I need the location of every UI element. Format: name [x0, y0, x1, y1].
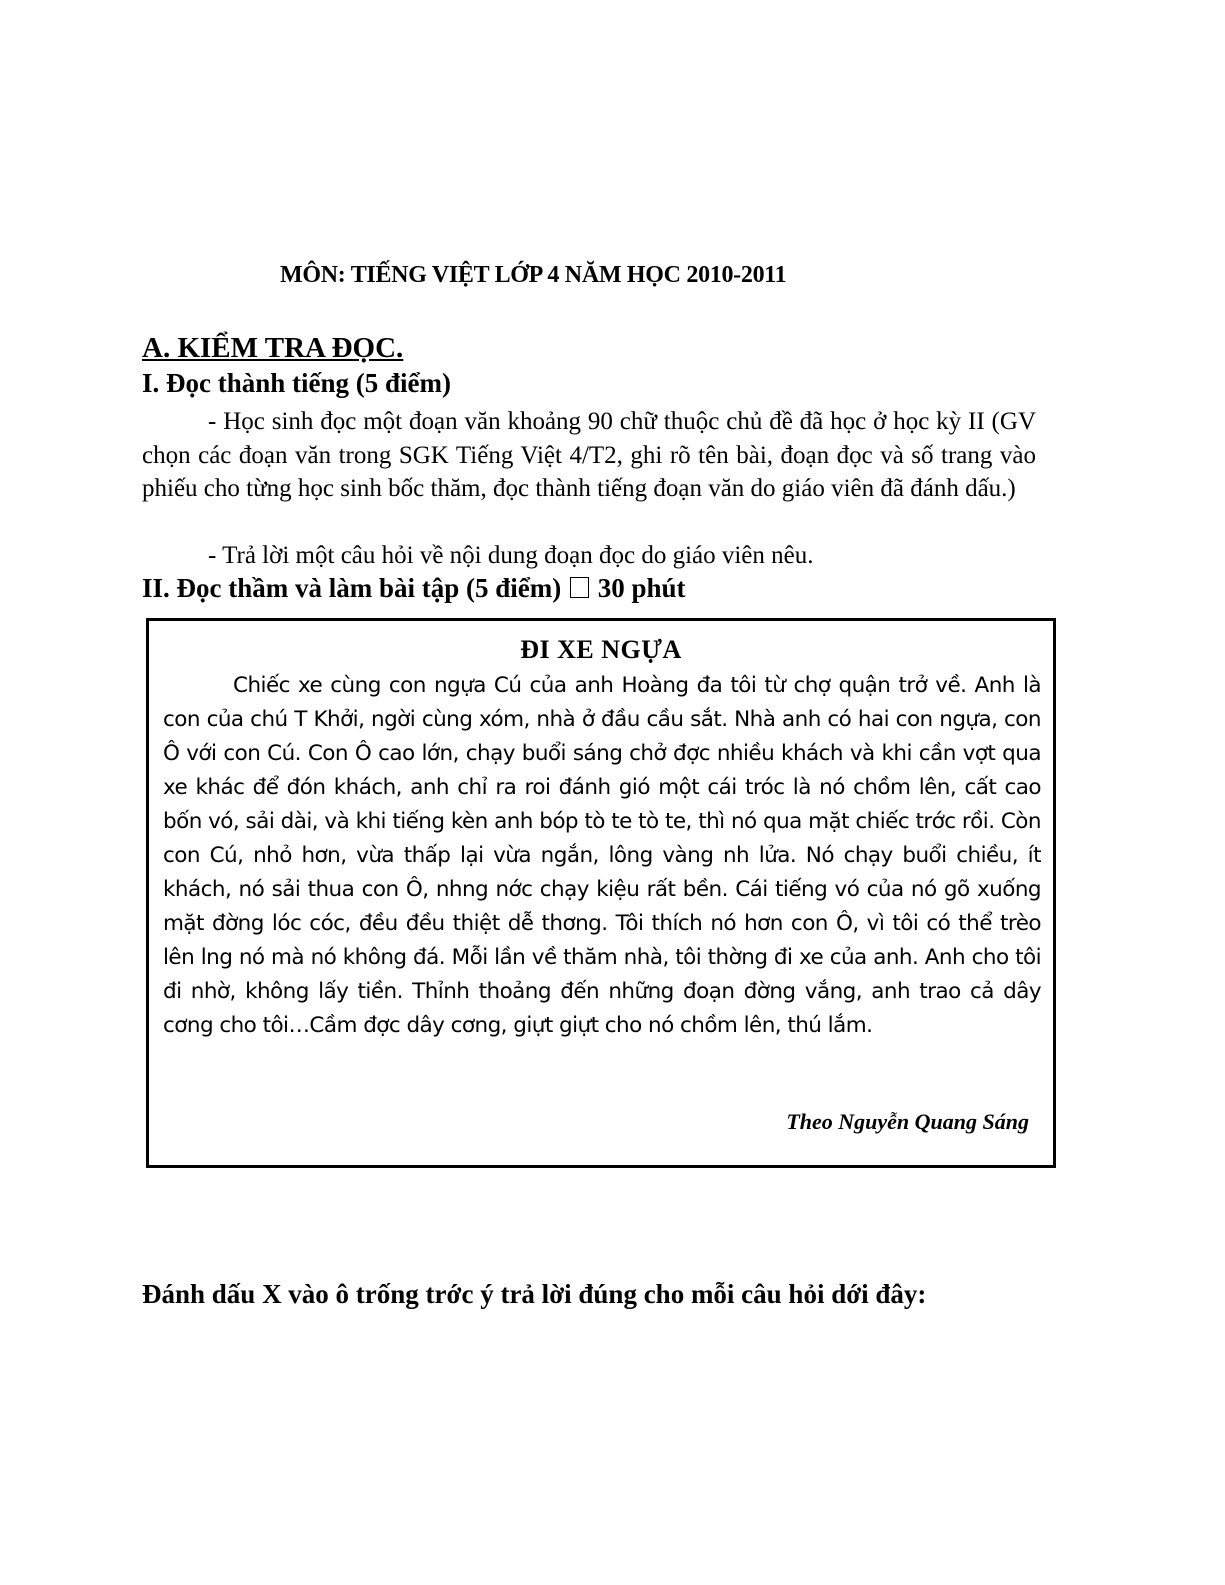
section-ii-duration: 30 phút — [597, 573, 686, 603]
story-frame — [146, 618, 1056, 1168]
story-body: Chiếc xe cùng con ngựa Cú của anh Hoàng đa tôi từ chợ quận trở về. Anh là con của chú T Khởi, ngời cùng xóm, nhà ở đầu cầu sắt. Nhà anh có hai con ngựa, con Ô với con Cú. Con Ô cao lớn, chạy buổi sáng chở đợc nhiều khách và khi cần vợt qua xe khác để đón khách, anh chỉ ra roi đánh gió một cái tróc là nó chồm lên, cất cao bốn vó, sải dài, và khi tiếng kèn anh bóp tò te tò te, thì nó qua mặt chiếc trớc rồi. Còn con Cú, nhỏ hơn, vừa thấp lại vừa ngắn, lông vàng nh lửa. Nó chạy buổi chiều, ít khách, nó sải thua con Ô, nhng nớc chạy kiệu rất bền. Cái tiếng vó của nó gõ xuống mặt đờng lóc cóc, đều đều thiệt dễ thơng. Tôi thích nó hơn con Ô, vì tôi có thể trèo lên lng nó mà nó không đá. Mỗi lần về thăm nhà, tôi thờng đi xe của anh. Anh cho tôi đi nhờ, không lấy tiền. Thỉnh thoảng đến những đoạn đờng vắng, anh trao cả dây cơng cho tôi…Cầm đợc dây cơng, giựt giựt cho nó chồm lên, thú lắm. — [163, 673, 1041, 1038]
page-title: MÔN: TIẾNG VIỆT LỚP 4 NĂM HỌC 2010-2011 — [280, 262, 787, 288]
answer-question-instruction: - Trả lời một câu hỏi về nội dung đoạn đọc do giáo viên nêu. — [208, 542, 814, 569]
story-title: ĐI XE NGỰA — [520, 635, 682, 664]
section-i-heading: I. Đọc thành tiếng (5 điểm) — [142, 368, 451, 398]
question-instruction: Đánh dấu X vào ô trống trớc ý trả lời đúng cho mỗi câu hỏi dới đây: — [142, 1279, 927, 1309]
section-ii-heading — [142, 573, 686, 604]
story-source: Theo Nguyễn Quang Sáng — [786, 1109, 1029, 1134]
empty-box-icon — [570, 577, 589, 598]
reading-aloud-instruction: - Học sinh đọc một đoạn văn khoảng 90 chữ thuộc chủ đề đã học ở học kỳ II (GV chọn các đoạn văn trong SGK Tiếng Việt 4/T2, ghi rõ tên bài, đoạn đọc và số trang vào phiếu cho từng học sinh bốc thăm, đọc thành tiếng đoạn văn do giáo viên đã đánh dấu.) — [142, 408, 1036, 502]
section-a-heading: A. KIỂM TRA ĐỌC. — [142, 332, 404, 364]
section-ii-heading-text: II. Đọc thầm và làm bài tập (5 điểm) — [142, 573, 562, 603]
